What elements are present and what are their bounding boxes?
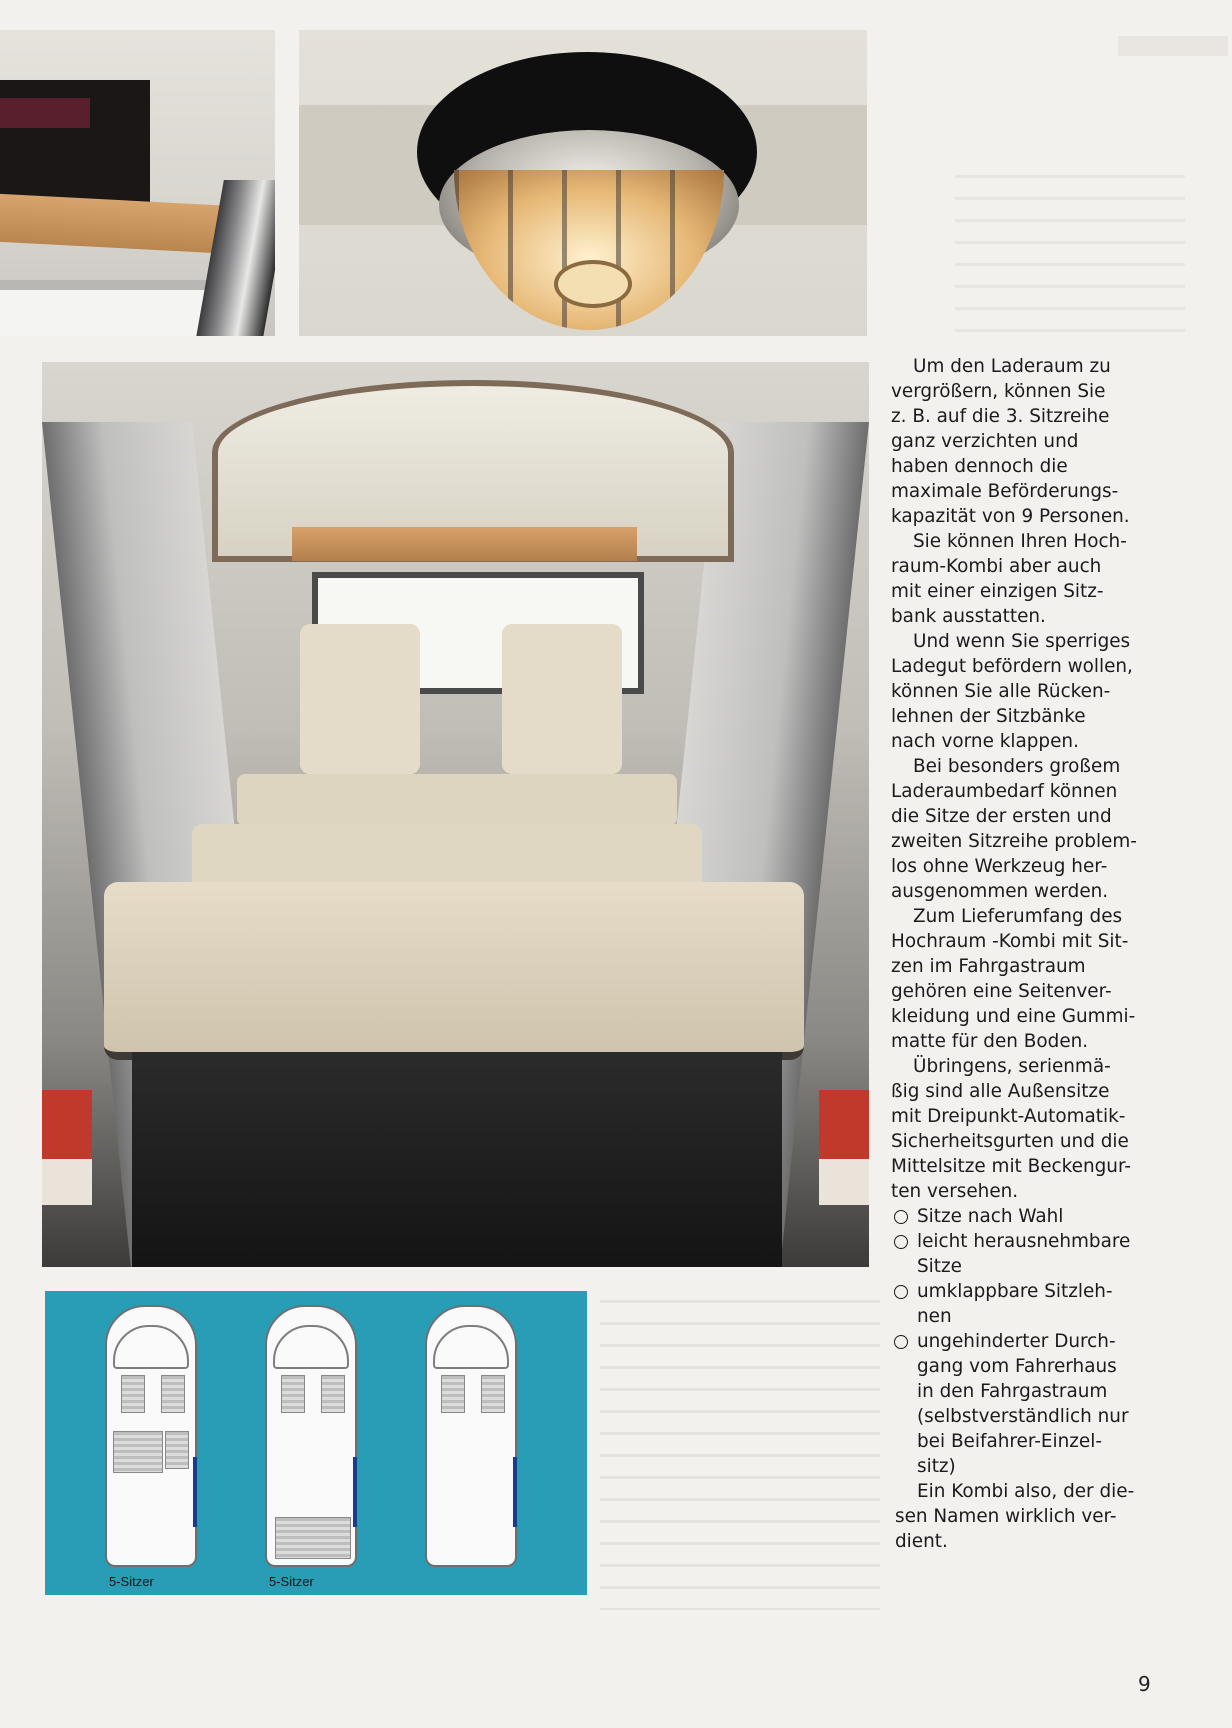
text-line: Übringens, serienmä- — [913, 1056, 1111, 1077]
ceiling-lamp-photo — [299, 30, 867, 336]
feature-line — [891, 1379, 1181, 1404]
feature-line — [891, 1354, 1181, 1379]
text-line: mit einer einzigen Sitz- — [891, 581, 1104, 602]
dashboard — [273, 1325, 349, 1369]
feature-line — [891, 1429, 1181, 1454]
feature-line — [891, 1329, 1181, 1354]
roof-shelf-photo — [0, 30, 275, 336]
text-line: dient. — [895, 1531, 948, 1552]
bench-seat — [113, 1431, 163, 1473]
text-line: ganz verzichten und — [891, 431, 1079, 452]
text-line: Hochraum -Kombi mit Sit- — [891, 931, 1129, 952]
text-line: die Sitze der ersten und — [891, 806, 1112, 827]
sliding-door — [353, 1457, 357, 1527]
dashboard — [113, 1325, 189, 1369]
text-line: Sie können Ihren Hoch- — [913, 531, 1127, 552]
feature-list-item — [891, 1329, 1181, 1479]
seat — [121, 1375, 145, 1413]
text-line: ausgenommen werden. — [891, 881, 1109, 902]
feature-text: (selbstverständlich nur — [917, 1406, 1129, 1427]
feature-text: in den Fahrgastraum — [917, 1381, 1108, 1402]
folded-bench-row-1 — [237, 774, 677, 826]
door-pillar — [192, 180, 275, 336]
feature-line — [891, 1229, 1181, 1254]
van-layout — [265, 1305, 357, 1567]
text-line: zen im Fahrgastraum — [891, 956, 1086, 977]
feature-list-item — [891, 1229, 1181, 1279]
text-line: Sicherheitsgurten und die — [891, 1131, 1129, 1152]
circle-bullet-icon — [894, 1335, 908, 1349]
feature-text: bei Beifahrer-Einzel- — [917, 1431, 1102, 1452]
text-line: raum-Kombi aber auch — [891, 556, 1102, 577]
seating-diagram — [45, 1291, 587, 1595]
feature-line — [891, 1454, 1181, 1479]
feature-line — [891, 1404, 1181, 1429]
text-line: kapazität von 9 Personen. — [891, 506, 1130, 527]
text-line: nach vorne klappen. — [891, 731, 1079, 752]
feature-text: gang vom Fahrerhaus — [917, 1356, 1117, 1377]
bag-strap — [0, 98, 90, 128]
lamp-center-cap — [554, 260, 632, 308]
closing-paragraph — [891, 1479, 1181, 1554]
feature-text: Sitze — [917, 1256, 962, 1277]
feature-text: leicht herausnehmbare — [917, 1231, 1131, 1252]
text-line: ten versehen. — [891, 1181, 1019, 1202]
text-line: mit Dreipunkt-Automatik- — [891, 1106, 1126, 1127]
bench-seat — [275, 1517, 351, 1559]
text-line: los ohne Werkzeug her- — [891, 856, 1108, 877]
van-label: 5-Sitzer — [109, 1574, 154, 1589]
seat — [161, 1375, 185, 1413]
sliding-door — [193, 1457, 197, 1527]
text-line: Laderaumbedarf können — [891, 781, 1118, 802]
right-tail-light — [819, 1090, 869, 1205]
text-line: Bei besonders großem — [913, 756, 1121, 777]
text-line: ßig sind alle Außensitze — [891, 1081, 1110, 1102]
page-number: 9 — [1138, 1672, 1151, 1696]
text-line: Und wenn Sie sperriges — [913, 631, 1131, 652]
cargo-space-photo — [42, 362, 869, 1267]
wooden-shelf — [0, 194, 235, 254]
text-line: Zum Lieferumfang des — [913, 906, 1123, 927]
text-line: matte für den Boden. — [891, 1031, 1089, 1052]
circle-bullet-icon — [894, 1285, 908, 1299]
driver-seat — [300, 624, 420, 774]
van-layout — [105, 1305, 197, 1567]
feature-line — [891, 1254, 1181, 1279]
seat — [281, 1375, 305, 1413]
circle-bullet-icon — [894, 1235, 908, 1249]
circle-bullet-icon — [894, 1210, 908, 1224]
text-line: maximale Beförderungs- — [891, 481, 1119, 502]
feature-list-item — [891, 1204, 1181, 1229]
feature-list-item — [891, 1279, 1181, 1329]
folded-bench-row-3 — [104, 882, 804, 1060]
feature-line — [891, 1304, 1181, 1329]
body-paragraphs — [891, 354, 1181, 1204]
text-line: Mittelsitze mit Beckengur- — [891, 1156, 1131, 1177]
seat — [481, 1375, 505, 1413]
rear-window — [0, 280, 210, 336]
van-layout — [425, 1305, 517, 1567]
feature-text: Sitze nach Wahl — [917, 1206, 1064, 1227]
feature-text: nen — [917, 1306, 952, 1327]
bleed-through-mark — [600, 1300, 880, 1610]
bleed-through-mark — [955, 175, 1185, 345]
seat — [321, 1375, 345, 1413]
body-text-column — [891, 354, 1181, 1554]
feature-text: ungehinderter Durch- — [917, 1331, 1116, 1352]
van-label: 5-Sitzer — [269, 1574, 314, 1589]
text-line: können Sie alle Rücken- — [891, 681, 1111, 702]
text-line: Ein Kombi also, der die- — [917, 1481, 1135, 1502]
seat — [441, 1375, 465, 1413]
feature-line — [891, 1279, 1181, 1304]
passenger-seat — [502, 624, 622, 774]
bleed-through-mark — [1118, 36, 1228, 56]
roof-shelf — [292, 527, 637, 561]
text-line: z. B. auf die 3. Sitzreihe — [891, 406, 1110, 427]
text-line: bank ausstatten. — [891, 606, 1046, 627]
feature-list — [891, 1204, 1181, 1479]
text-line: Ladegut befördern wollen, — [891, 656, 1133, 677]
feature-line — [891, 1204, 1181, 1229]
dashboard — [433, 1325, 509, 1369]
text-line: vergrößern, können Sie — [891, 381, 1106, 402]
text-line: gehören eine Seitenver- — [891, 981, 1112, 1002]
left-tail-light — [42, 1090, 92, 1205]
text-line: kleidung und eine Gummi- — [891, 1006, 1136, 1027]
sliding-door — [513, 1457, 517, 1527]
rubber-floor-mat — [132, 1052, 782, 1267]
seat — [165, 1431, 189, 1469]
text-line: zweiten Sitzreihe problem- — [891, 831, 1137, 852]
feature-text: umklappbare Sitzleh- — [917, 1281, 1113, 1302]
text-line: Um den Laderaum zu — [913, 356, 1111, 377]
text-line: lehnen der Sitzbänke — [891, 706, 1086, 727]
text-line: sen Namen wirklich ver- — [895, 1506, 1117, 1527]
feature-text: sitz) — [917, 1456, 956, 1477]
text-line: haben dennoch die — [891, 456, 1068, 477]
